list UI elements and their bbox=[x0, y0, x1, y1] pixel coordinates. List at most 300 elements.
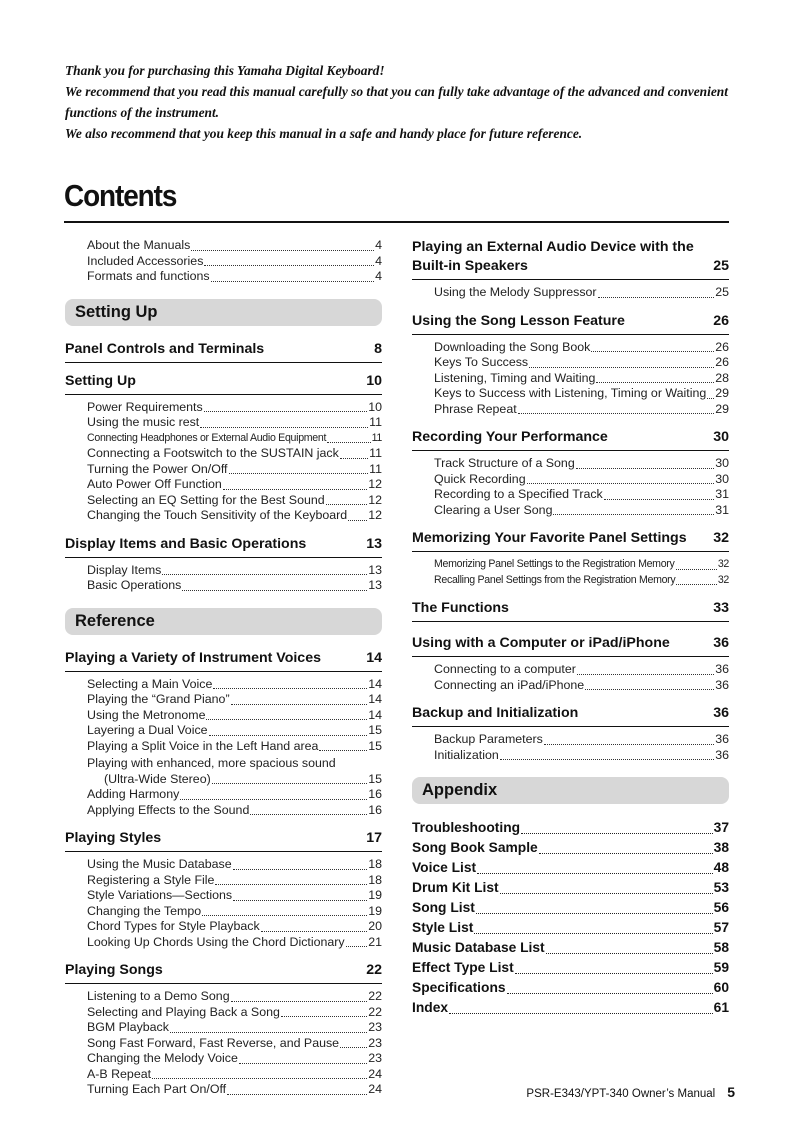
toc-entry[interactable] bbox=[65, 254, 382, 270]
toc-section[interactable] bbox=[412, 599, 729, 622]
section-page: 32 bbox=[713, 530, 729, 546]
entry-title: Keys to Success with Listening, Timing or Waiting bbox=[434, 386, 707, 400]
entry-title: Track Structure of a Song bbox=[434, 456, 575, 470]
entry-page: 14 bbox=[368, 707, 382, 722]
toc-entry[interactable] bbox=[65, 756, 382, 787]
appendix-entry[interactable] bbox=[412, 818, 729, 838]
band-setting-up: Setting Up bbox=[65, 299, 382, 326]
section-title: Memorizing Your Favorite Panel Settings bbox=[412, 530, 687, 546]
dot-leader bbox=[233, 868, 368, 870]
entry-title: Using the music rest bbox=[87, 415, 200, 429]
page-number: 5 bbox=[727, 1084, 735, 1100]
entry-title: Basic Operations bbox=[87, 578, 182, 592]
entry-title: Drum Kit List bbox=[412, 880, 499, 895]
entry-title: Using the Music Database bbox=[87, 857, 232, 871]
entry-page: 36 bbox=[715, 747, 729, 762]
entry-title: Listening to a Demo Song bbox=[87, 989, 230, 1003]
toc-subentries bbox=[412, 557, 729, 590]
dot-leader bbox=[261, 930, 368, 932]
entry-page: 26 bbox=[715, 355, 729, 369]
entry-page: 31 bbox=[715, 487, 729, 501]
entry-page: 32 bbox=[717, 573, 729, 586]
entry-title: About the Manuals bbox=[87, 238, 191, 252]
dot-leader bbox=[477, 872, 712, 874]
section-title: Display Items and Basic Operations bbox=[65, 535, 307, 552]
entry-page: 15 bbox=[368, 738, 382, 753]
entry-title: Adding Harmony bbox=[87, 787, 180, 801]
toc-section[interactable] bbox=[65, 340, 382, 363]
toc-entry[interactable] bbox=[412, 748, 729, 764]
dot-leader bbox=[319, 749, 367, 751]
entry-page: 4 bbox=[375, 253, 382, 268]
section-title: Playing Styles bbox=[65, 830, 162, 846]
entry-title: Selecting and Playing Back a Song bbox=[87, 1004, 280, 1019]
dot-leader bbox=[544, 743, 714, 745]
entry-page: 23 bbox=[368, 1020, 382, 1034]
dot-leader bbox=[521, 832, 713, 834]
toc-entry[interactable] bbox=[65, 739, 382, 755]
dot-leader bbox=[346, 945, 368, 947]
entry-page: 23 bbox=[368, 1051, 382, 1065]
section-page: 17 bbox=[366, 830, 382, 846]
page-title: Contents bbox=[64, 178, 177, 213]
toc-subentries bbox=[412, 340, 729, 420]
dot-leader bbox=[546, 952, 713, 954]
entry-title: Style List bbox=[412, 920, 474, 935]
toc-entry[interactable] bbox=[65, 692, 382, 708]
dot-leader bbox=[231, 1000, 368, 1002]
dot-leader bbox=[202, 914, 367, 916]
entry-title: Changing the Touch Sensitivity of the Keyboard bbox=[87, 508, 348, 522]
dot-leader bbox=[518, 412, 715, 414]
entry-title: Registering a Style File bbox=[87, 872, 215, 887]
toc-section[interactable] bbox=[412, 238, 729, 280]
section-page: 10 bbox=[366, 372, 382, 389]
toc-right-column bbox=[412, 238, 729, 1018]
entry-title: Song List bbox=[412, 900, 475, 915]
toc-entry[interactable] bbox=[412, 503, 729, 519]
entry-page: 57 bbox=[713, 920, 729, 935]
toc-section[interactable] bbox=[412, 634, 729, 657]
band-reference: Reference bbox=[65, 608, 382, 635]
dot-leader bbox=[180, 798, 367, 800]
toc-entry[interactable] bbox=[65, 1036, 382, 1052]
band-appendix: Appendix bbox=[412, 777, 729, 804]
dot-leader bbox=[170, 1031, 367, 1033]
dot-leader bbox=[212, 782, 367, 784]
dot-leader bbox=[676, 568, 717, 570]
toc-left-column bbox=[65, 238, 382, 1100]
dot-leader bbox=[476, 912, 713, 914]
entry-title: Downloading the Song Book bbox=[434, 339, 591, 354]
dot-leader bbox=[500, 758, 714, 760]
appendix-entry[interactable] bbox=[412, 978, 729, 998]
entry-page: 36 bbox=[715, 732, 729, 746]
page-footer bbox=[495, 1084, 735, 1100]
dot-leader bbox=[591, 350, 714, 352]
section-page: 22 bbox=[366, 962, 382, 978]
toc-section[interactable] bbox=[65, 535, 382, 558]
section-page: 36 bbox=[713, 635, 729, 651]
dot-leader bbox=[162, 573, 367, 575]
section-page: 8 bbox=[374, 340, 382, 357]
entry-title: Connecting an iPad/iPhone bbox=[434, 677, 585, 692]
toc-entry[interactable] bbox=[65, 723, 382, 739]
entry-page: 11 bbox=[371, 431, 382, 444]
entry-page: 14 bbox=[368, 676, 382, 691]
toc-entry[interactable] bbox=[65, 989, 382, 1005]
entry-page: 4 bbox=[375, 269, 382, 283]
toc-entry[interactable] bbox=[65, 1005, 382, 1021]
entry-page: 36 bbox=[715, 662, 729, 676]
dot-leader bbox=[227, 1093, 367, 1095]
toc-subentries bbox=[65, 857, 382, 952]
entry-page: 21 bbox=[368, 934, 382, 949]
appendix-entry[interactable] bbox=[412, 938, 729, 958]
entry-page: 28 bbox=[715, 370, 729, 385]
entry-title: Troubleshooting bbox=[412, 820, 521, 835]
entry-title: Formats and functions bbox=[87, 269, 210, 283]
toc-entry[interactable] bbox=[65, 873, 382, 889]
toc-subentries bbox=[412, 456, 729, 520]
entry-title: Song Book Sample bbox=[412, 840, 538, 855]
section-page: 26 bbox=[713, 312, 729, 329]
entry-title: Keys To Success bbox=[434, 355, 529, 369]
appendix-entry[interactable] bbox=[412, 998, 729, 1018]
toc-entry[interactable] bbox=[65, 238, 382, 254]
toc-entry[interactable] bbox=[65, 803, 382, 819]
toc-entry[interactable] bbox=[412, 386, 729, 402]
section-page: 14 bbox=[366, 649, 382, 666]
toc-entry[interactable] bbox=[412, 487, 729, 503]
toc-entry[interactable] bbox=[65, 919, 382, 935]
dot-leader bbox=[515, 972, 713, 974]
toc-entry[interactable] bbox=[65, 462, 382, 478]
toc-section[interactable] bbox=[65, 961, 382, 984]
toc-entry[interactable] bbox=[65, 904, 382, 920]
entry-page: 29 bbox=[715, 401, 729, 416]
toc-entry[interactable] bbox=[412, 355, 729, 371]
entry-title: Song Fast Forward, Fast Reverse, and Pause bbox=[87, 1035, 340, 1050]
entry-page: 22 bbox=[368, 1004, 382, 1019]
entry-page: 59 bbox=[713, 960, 729, 975]
entry-title: Memorizing Panel Settings to the Registration Memory bbox=[434, 558, 675, 570]
entry-page: 19 bbox=[368, 903, 382, 918]
appendix-entry[interactable] bbox=[412, 918, 729, 938]
dot-leader bbox=[676, 583, 716, 585]
entry-title: Using the Melody Suppressor bbox=[434, 285, 597, 299]
manual-name: PSR-E343/YPT-340 Owner’s Manual bbox=[526, 1088, 716, 1100]
entry-page: 61 bbox=[713, 1000, 729, 1015]
entry-page: 16 bbox=[368, 802, 382, 817]
entry-page: 36 bbox=[715, 677, 729, 692]
entry-title: Connecting Headphones or External Audio Equipment bbox=[87, 431, 327, 444]
toc-entry[interactable] bbox=[412, 371, 729, 387]
entry-title: Auto Power Off Function bbox=[87, 477, 222, 491]
entry-title: Music Database List bbox=[412, 940, 545, 955]
toc-subentries bbox=[65, 400, 382, 526]
entry-page: 56 bbox=[713, 900, 729, 915]
dot-leader bbox=[585, 688, 714, 690]
section-page: 36 bbox=[713, 705, 729, 721]
dot-leader bbox=[576, 467, 714, 469]
dot-leader bbox=[231, 703, 368, 705]
entry-title: BGM Playback bbox=[87, 1020, 169, 1034]
toc-entry[interactable] bbox=[412, 732, 729, 748]
entry-title: Backup Parameters bbox=[434, 732, 543, 746]
toc-section[interactable] bbox=[65, 829, 382, 852]
dot-leader bbox=[340, 457, 368, 459]
toc-entry[interactable] bbox=[65, 857, 382, 873]
toc-entry[interactable] bbox=[65, 1082, 382, 1098]
entry-title: Recording to a Specified Track bbox=[434, 487, 603, 501]
toc-entry[interactable] bbox=[65, 935, 382, 951]
entry-title: Applying Effects to the Sound bbox=[87, 802, 250, 817]
entry-page: 14 bbox=[368, 692, 382, 706]
toc-section[interactable] bbox=[412, 704, 729, 727]
toc-entry[interactable] bbox=[412, 573, 729, 589]
toc-entry[interactable] bbox=[65, 477, 382, 493]
dot-leader bbox=[340, 1046, 367, 1048]
entry-page: 11 bbox=[369, 446, 382, 460]
section-page: 30 bbox=[713, 429, 729, 445]
dot-leader bbox=[327, 441, 370, 443]
section-title: Backup and Initialization bbox=[412, 705, 579, 721]
intro-line: We also recommend that you keep this manual in a safe and handy place for future reference. bbox=[65, 126, 583, 141]
dot-leader bbox=[200, 426, 368, 428]
dot-leader bbox=[281, 1015, 367, 1017]
toc-entry[interactable] bbox=[412, 340, 729, 356]
toc-subentries bbox=[65, 677, 382, 757]
entry-title: Listening, Timing and Waiting bbox=[434, 370, 596, 385]
entry-page: 32 bbox=[717, 558, 729, 570]
entry-page: 58 bbox=[713, 940, 729, 955]
section-title: Using the Song Lesson Feature bbox=[412, 312, 625, 329]
dot-leader bbox=[191, 249, 374, 251]
entry-title: Index bbox=[412, 1000, 449, 1015]
entry-title: A-B Repeat bbox=[87, 1066, 152, 1081]
toc-entry[interactable] bbox=[65, 1051, 382, 1067]
entry-page: 18 bbox=[368, 857, 382, 871]
dot-leader bbox=[239, 1062, 367, 1064]
dot-leader bbox=[577, 673, 714, 675]
toc-entry[interactable] bbox=[412, 472, 729, 488]
dot-leader bbox=[529, 366, 714, 368]
appendix-entry[interactable] bbox=[412, 958, 729, 978]
toc-section[interactable] bbox=[412, 312, 729, 335]
appendix-entry[interactable] bbox=[412, 898, 729, 918]
toc-entry[interactable] bbox=[412, 402, 729, 418]
section-page: 33 bbox=[713, 600, 729, 616]
entry-title: Initialization bbox=[434, 747, 499, 762]
entry-page: 12 bbox=[368, 508, 382, 522]
dot-leader bbox=[204, 410, 368, 412]
dot-leader bbox=[707, 397, 714, 399]
entry-page: 10 bbox=[368, 399, 382, 414]
toc-top-entries bbox=[65, 238, 382, 287]
dot-leader bbox=[553, 513, 714, 515]
entry-title: Playing the “Grand Piano” bbox=[87, 692, 230, 706]
section-title: Recording Your Performance bbox=[412, 429, 608, 445]
entry-title: Specifications bbox=[412, 980, 506, 995]
toc-entry[interactable] bbox=[65, 677, 382, 693]
entry-title: Clearing a User Song bbox=[434, 502, 553, 517]
dot-leader bbox=[206, 718, 367, 720]
dot-leader bbox=[233, 899, 367, 901]
entry-page: 19 bbox=[368, 888, 382, 902]
toc-entry[interactable] bbox=[412, 557, 729, 573]
intro-text bbox=[65, 60, 755, 144]
entry-title: Turning the Power On/Off bbox=[87, 461, 228, 476]
appendix-entry[interactable] bbox=[412, 878, 729, 898]
toc-entry[interactable] bbox=[65, 1020, 382, 1036]
toc-entry[interactable] bbox=[412, 456, 729, 472]
entry-title: Included Accessories bbox=[87, 253, 204, 268]
toc-section[interactable] bbox=[65, 649, 382, 672]
entry-page: 24 bbox=[368, 1066, 382, 1081]
entry-page: 30 bbox=[715, 456, 729, 470]
entry-title: Playing with enhanced, more spacious sound bbox=[87, 756, 336, 770]
entry-title: Layering a Dual Voice bbox=[87, 723, 208, 737]
toc-entry[interactable] bbox=[65, 578, 382, 594]
toc-entry[interactable] bbox=[412, 662, 729, 678]
entry-title: Display Items bbox=[87, 562, 162, 577]
entry-page: 11 bbox=[369, 415, 382, 429]
entry-page: 48 bbox=[713, 860, 729, 875]
entry-page: 26 bbox=[715, 339, 729, 354]
entry-page: 13 bbox=[368, 578, 382, 592]
section-page: 25 bbox=[713, 258, 729, 274]
dot-leader bbox=[500, 892, 713, 894]
entry-title: Using the Metronome bbox=[87, 707, 206, 722]
toc-subentries bbox=[412, 732, 729, 765]
appendix-entry[interactable] bbox=[412, 858, 729, 878]
entry-page: 25 bbox=[715, 285, 729, 299]
toc-entry[interactable] bbox=[65, 431, 382, 447]
dot-leader bbox=[539, 852, 713, 854]
entry-title: Looking Up Chords Using the Chord Dictionary bbox=[87, 934, 345, 949]
entry-page: 22 bbox=[368, 989, 382, 1003]
title-divider bbox=[64, 221, 729, 223]
toc-entry[interactable] bbox=[65, 400, 382, 416]
toc-subentries bbox=[412, 662, 729, 695]
entry-page: 12 bbox=[368, 492, 382, 507]
toc-entry[interactable] bbox=[65, 787, 382, 803]
toc-entry[interactable] bbox=[65, 888, 382, 904]
entry-page: 31 bbox=[715, 502, 729, 517]
entry-page: 23 bbox=[368, 1035, 382, 1050]
section-title: Built-in Speakers bbox=[412, 258, 528, 274]
toc-section[interactable] bbox=[412, 428, 729, 451]
entry-title: (Ultra-Wide Stereo) bbox=[104, 771, 211, 786]
dot-leader bbox=[507, 992, 713, 994]
entry-title: Style Variations—Sections bbox=[87, 888, 233, 902]
toc-entry[interactable] bbox=[65, 1067, 382, 1083]
appendix-list bbox=[412, 818, 729, 1018]
entry-title: Power Requirements bbox=[87, 399, 203, 414]
toc-section[interactable] bbox=[412, 529, 729, 552]
toc-subentries bbox=[412, 285, 729, 303]
entry-title: Connecting to a computer bbox=[434, 662, 576, 676]
toc-entry[interactable] bbox=[65, 508, 382, 524]
entry-title: Selecting a Main Voice bbox=[87, 676, 213, 691]
dot-leader bbox=[209, 734, 368, 736]
section-title: The Functions bbox=[412, 600, 509, 616]
entry-page: 60 bbox=[713, 980, 729, 995]
section-page: 13 bbox=[366, 535, 382, 552]
intro-line: Thank you for purchasing this Yamaha Digital Keyboard! bbox=[65, 63, 385, 78]
entry-page: 30 bbox=[715, 471, 729, 486]
entry-title: Playing a Split Voice in the Left Hand area bbox=[87, 738, 319, 753]
toc-subentries bbox=[65, 787, 382, 820]
entry-page: 12 bbox=[368, 477, 382, 491]
intro-line: We recommend that you read this manual carefully so that you can fully take advantage of the advanced and convenient functions of the instrument. bbox=[65, 84, 728, 120]
dot-leader bbox=[211, 280, 375, 282]
entry-title: Changing the Tempo bbox=[87, 903, 202, 918]
section-title: Playing Songs bbox=[65, 962, 163, 978]
entry-title: Quick Recording bbox=[434, 471, 526, 486]
dot-leader bbox=[598, 296, 715, 298]
dot-leader bbox=[229, 472, 369, 474]
toc-entry[interactable] bbox=[65, 708, 382, 724]
entry-title: Chord Types for Style Playback bbox=[87, 919, 260, 933]
dot-leader bbox=[474, 932, 712, 934]
entry-title: Connecting a Footswitch to the SUSTAIN jack bbox=[87, 446, 339, 460]
toc-entry[interactable] bbox=[65, 415, 382, 431]
section-title: Panel Controls and Terminals bbox=[65, 340, 265, 357]
dot-leader bbox=[204, 264, 374, 266]
toc-entry[interactable] bbox=[65, 446, 382, 462]
entry-page: 15 bbox=[368, 723, 382, 737]
dot-leader bbox=[182, 589, 367, 591]
dot-leader bbox=[215, 883, 367, 885]
appendix-entry[interactable] bbox=[412, 838, 729, 858]
entry-page: 13 bbox=[368, 562, 382, 577]
entry-title: Phrase Repeat bbox=[434, 401, 517, 416]
toc-entry[interactable] bbox=[65, 563, 382, 579]
toc-section[interactable] bbox=[65, 372, 382, 395]
entry-page: 15 bbox=[368, 771, 382, 786]
section-title: Setting Up bbox=[65, 372, 136, 389]
dot-leader bbox=[223, 488, 367, 490]
entry-page: 24 bbox=[368, 1082, 382, 1096]
entry-page: 16 bbox=[368, 787, 382, 801]
dot-leader bbox=[348, 519, 367, 521]
entry-page: 29 bbox=[715, 386, 729, 400]
entry-page: 53 bbox=[713, 880, 729, 895]
toc-entry[interactable] bbox=[65, 493, 382, 509]
entry-page: 20 bbox=[368, 919, 382, 933]
entry-page: 18 bbox=[368, 872, 382, 887]
dot-leader bbox=[152, 1077, 367, 1079]
toc-subentries bbox=[65, 563, 382, 596]
entry-page: 11 bbox=[369, 461, 382, 476]
dot-leader bbox=[250, 813, 367, 815]
entry-title: Turning Each Part On/Off bbox=[87, 1082, 227, 1096]
dot-leader bbox=[449, 1012, 713, 1014]
entry-page: 37 bbox=[713, 820, 729, 835]
section-title: Playing a Variety of Instrument Voices bbox=[65, 649, 321, 666]
dot-leader bbox=[326, 503, 368, 505]
entry-title: Voice List bbox=[412, 860, 477, 875]
toc-entry[interactable] bbox=[65, 269, 382, 285]
entry-title: Changing the Melody Voice bbox=[87, 1051, 238, 1065]
dot-leader bbox=[527, 482, 715, 484]
entry-title: Effect Type List bbox=[412, 960, 514, 975]
toc-entry[interactable] bbox=[412, 285, 729, 301]
toc-entry[interactable] bbox=[412, 678, 729, 694]
toc-subentries bbox=[65, 989, 382, 1100]
